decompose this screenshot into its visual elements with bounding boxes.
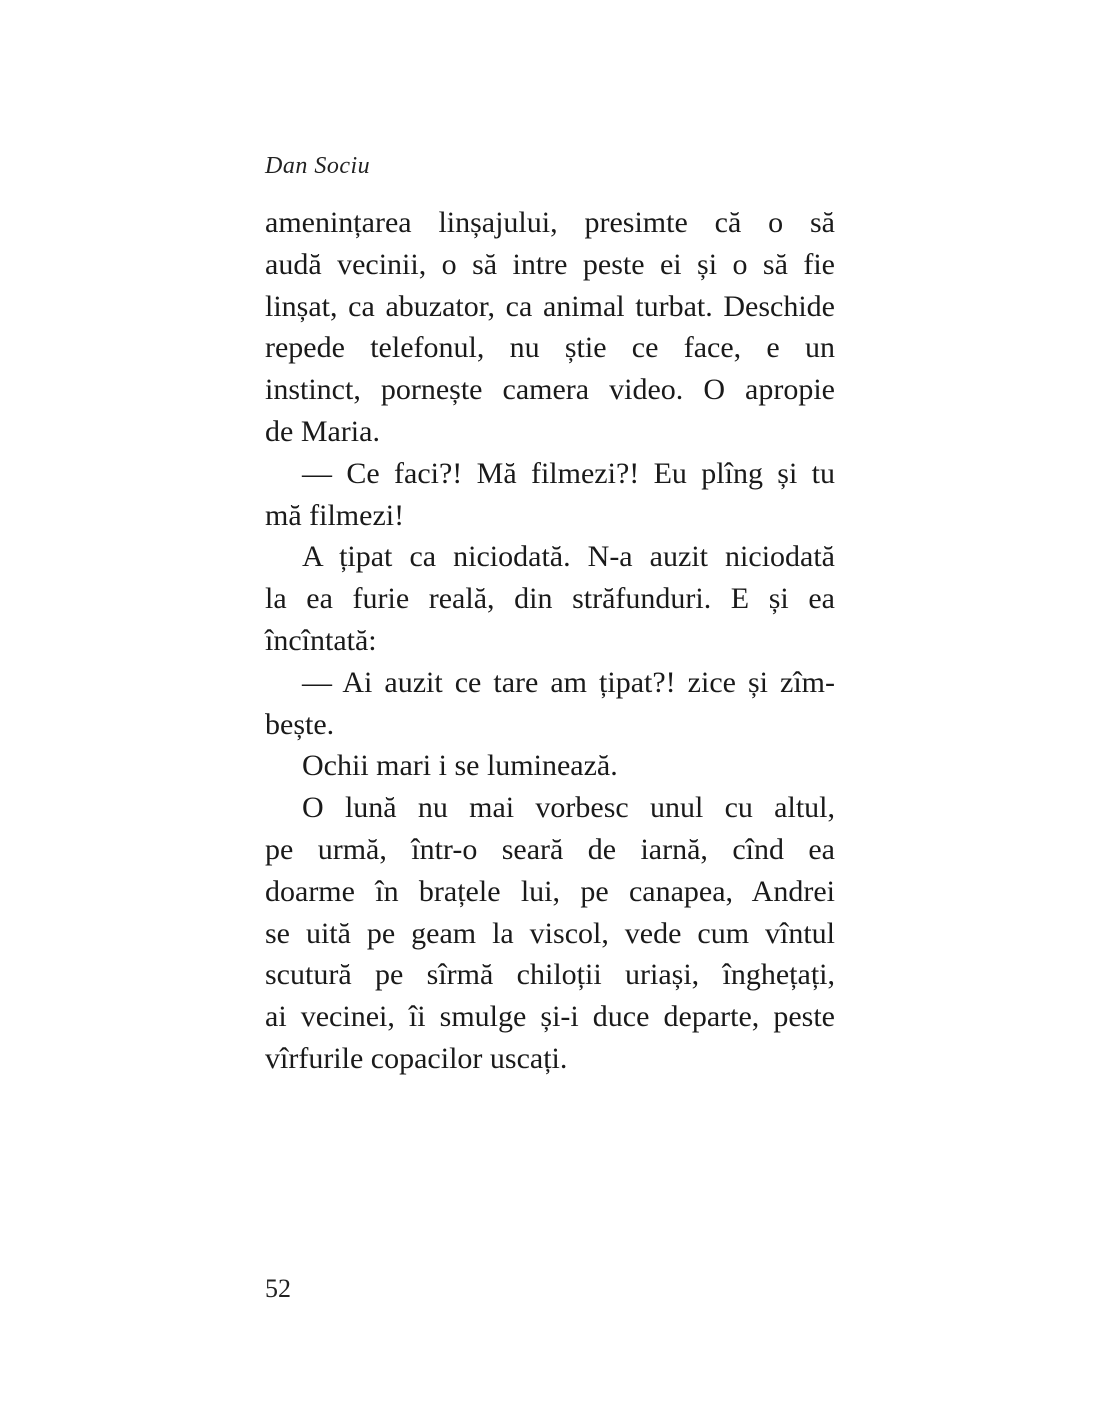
text-line: Ochii mari i se luminează. <box>302 749 618 783</box>
text-line: vîrfurile copacilor uscați. <box>265 1041 568 1075</box>
text-line: bește. <box>265 707 335 741</box>
text-line: doarme în brațele lui, pe canapea, Andrei <box>265 874 835 908</box>
body-text <box>265 202 835 1080</box>
text-line: A țipat ca niciodată. N-a auzit niciodată <box>302 540 835 574</box>
text-line: se uită pe geam la viscol, vede cum vîntul <box>265 916 835 950</box>
text-line: repede telefonul, nu știe ce face, e un <box>265 331 835 365</box>
text-line: ai vecinei, îi smulge și-i duce departe, peste <box>265 1000 835 1034</box>
text-line: — Ce faci?! Mă filmezi?! Eu plîng și tu <box>302 456 835 490</box>
text-line: O lună nu mai vorbesc unul cu altul, <box>302 791 835 825</box>
text-line: scutură pe sîrmă chiloții uriași, înghețați, <box>265 958 835 992</box>
text-line: de Maria. <box>265 414 380 448</box>
text-line: încîntată: <box>265 623 377 657</box>
page-number: 52 <box>265 1274 291 1303</box>
text-line: instinct, pornește camera video. O apropie <box>265 373 835 407</box>
text-line: la ea furie reală, din străfunduri. E și ea <box>265 582 835 616</box>
text-line: audă vecinii, o să intre peste ei și o să fie <box>265 247 835 281</box>
text-line: amenințarea linșajului, presimte că o să <box>265 206 835 239</box>
text-line: linșat, ca abuzator, ca animal turbat. Deschide <box>265 289 835 323</box>
text-line: mă filmezi! <box>265 498 405 532</box>
text-line: pe urmă, într-o seară de iarnă, cînd ea <box>265 832 835 866</box>
text-line: — Ai auzit ce tare am țipat?! zice și zîm- <box>302 665 835 699</box>
running-header-author: Dan Sociu <box>265 153 371 179</box>
